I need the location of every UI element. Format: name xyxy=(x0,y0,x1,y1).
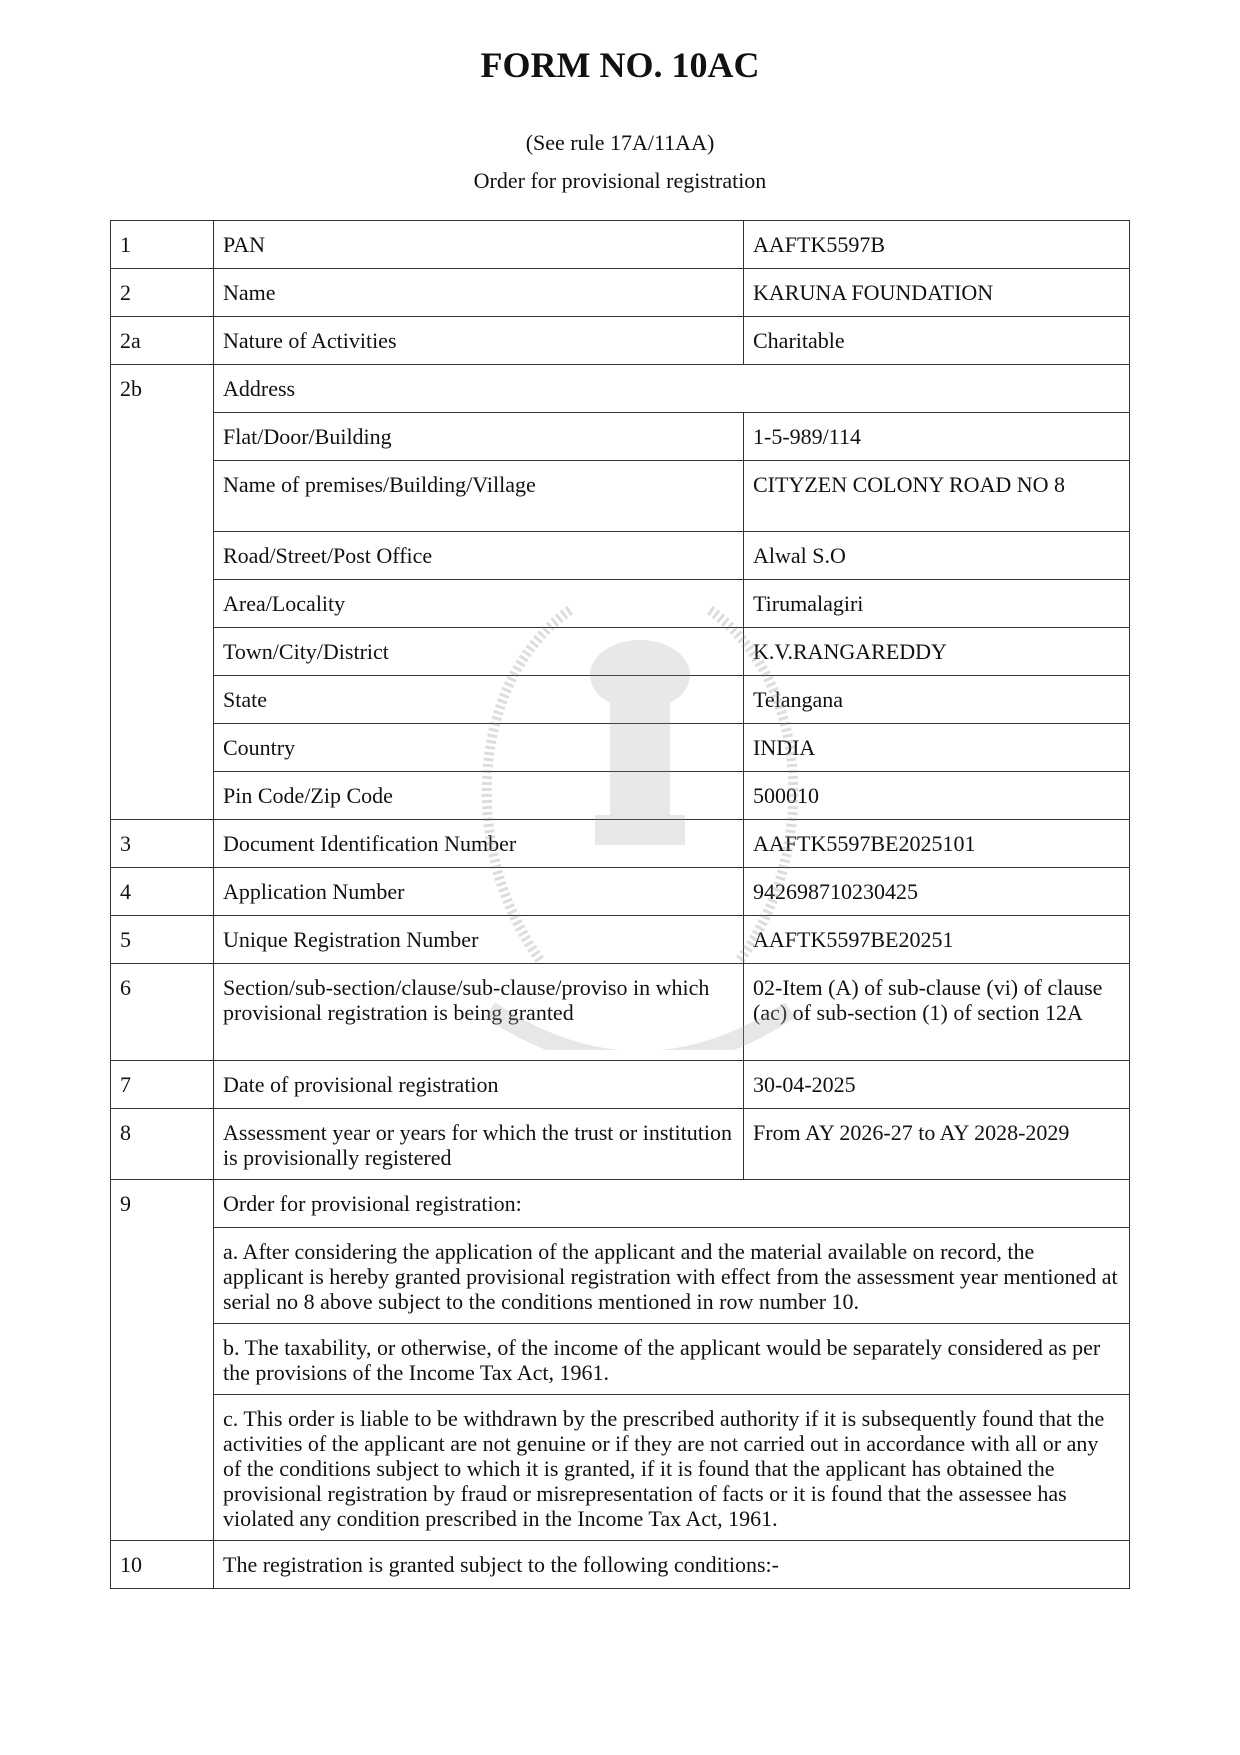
application-number-value: 942698710230425 xyxy=(744,868,1130,916)
table-row-area-locality xyxy=(111,580,1130,628)
pan-value: AAFTK5597B xyxy=(744,221,1130,269)
serial-number: 1 xyxy=(111,221,214,269)
table-row-unique-registration-number xyxy=(111,916,1130,964)
table-row-road-street xyxy=(111,532,1130,580)
table-row-pin-code xyxy=(111,772,1130,820)
field-label: Country xyxy=(214,724,744,772)
document-identification-number-value: AAFTK5597BE2025101 xyxy=(744,820,1130,868)
serial-number: 2b xyxy=(111,365,214,820)
area-locality-value: Tirumalagiri xyxy=(744,580,1130,628)
form-title: FORM NO. 10AC xyxy=(480,45,760,85)
serial-number: 8 xyxy=(111,1109,214,1180)
flat-door-building-value: 1-5-989/114 xyxy=(744,413,1130,461)
field-label: Nature of Activities xyxy=(214,317,744,365)
order-clause-a: a. After considering the application of the applicant and the material available on record, the applicant is hereby granted provisional registration with effect from the assessment year mentioned at serial no 8 above subject to the conditions mentioned in row number 10. xyxy=(214,1228,1130,1324)
address-heading: Address xyxy=(214,365,1130,413)
country-value: INDIA xyxy=(744,724,1130,772)
pin-code-value: 500010 xyxy=(744,772,1130,820)
registration-details-table xyxy=(110,220,1130,1589)
serial-number: 4 xyxy=(111,868,214,916)
serial-number: 3 xyxy=(111,820,214,868)
rule-reference: (See rule 17A/11AA) xyxy=(525,130,715,155)
serial-number: 5 xyxy=(111,916,214,964)
field-label: State xyxy=(214,676,744,724)
premises-value: CITYZEN COLONY ROAD NO 8 xyxy=(744,461,1130,532)
field-label: Area/Locality xyxy=(214,580,744,628)
table-row-name xyxy=(111,269,1130,317)
table-row-date-of-registration xyxy=(111,1061,1130,1109)
field-label: Name of premises/Building/Village xyxy=(214,461,744,532)
road-street-value: Alwal S.O xyxy=(744,532,1130,580)
serial-number: 10 xyxy=(111,1541,214,1589)
table-row-order-clause-b xyxy=(111,1324,1130,1395)
table-row-address-header xyxy=(111,365,1130,413)
field-label: Pin Code/Zip Code xyxy=(214,772,744,820)
table-row-assessment-years xyxy=(111,1109,1130,1180)
name-value: KARUNA FOUNDATION xyxy=(744,269,1130,317)
serial-number: 6 xyxy=(111,964,214,1061)
field-label: Date of provisional registration xyxy=(214,1061,744,1109)
table-row-premises xyxy=(111,461,1130,532)
field-label: Town/City/District xyxy=(214,628,744,676)
table-row-town-city-district xyxy=(111,628,1130,676)
town-city-district-value: K.V.RANGAREDDY xyxy=(744,628,1130,676)
serial-number: 2a xyxy=(111,317,214,365)
serial-number: 9 xyxy=(111,1180,214,1541)
field-label: Document Identification Number xyxy=(214,820,744,868)
order-clause-b: b. The taxability, or otherwise, of the income of the applicant would be separately considered as per the provisions of the Income Tax Act, 1961. xyxy=(214,1324,1130,1395)
assessment-years-value: From AY 2026-27 to AY 2028-2029 xyxy=(744,1109,1130,1180)
section-value: 02-Item (A) of sub-clause (vi) of clause (ac) of sub-section (1) of section 12A xyxy=(744,964,1130,1061)
date-of-registration-value: 30-04-2025 xyxy=(744,1061,1130,1109)
form-subtitle: Order for provisional registration xyxy=(473,168,767,193)
field-label: Flat/Door/Building xyxy=(214,413,744,461)
order-heading: Order for provisional registration: xyxy=(214,1180,1130,1228)
field-label: Road/Street/Post Office xyxy=(214,532,744,580)
table-row-nature-of-activities xyxy=(111,317,1130,365)
unique-registration-number-value: AAFTK5597BE20251 xyxy=(744,916,1130,964)
field-label: Application Number xyxy=(214,868,744,916)
conditions-heading: The registration is granted subject to the following conditions:- xyxy=(214,1541,1130,1589)
table-row-order-heading xyxy=(111,1180,1130,1228)
table-row-country xyxy=(111,724,1130,772)
table-row-pan xyxy=(111,221,1130,269)
table-row-state xyxy=(111,676,1130,724)
serial-number: 7 xyxy=(111,1061,214,1109)
field-label: Name xyxy=(214,269,744,317)
table-row-conditions xyxy=(111,1541,1130,1589)
serial-number: 2 xyxy=(111,269,214,317)
order-clause-c: c. This order is liable to be withdrawn by the prescribed authority if it is subsequently found that the activities of the applicant are not genuine or if they are not carried out in accordance with all or any of the conditions subject to which it is granted, if it is found that the applicant has obtained the provisional registration by fraud or misrepresentation of facts or it is found that the assessee has violated any condition prescribed in the Income Tax Act, 1961. xyxy=(214,1395,1130,1541)
table-row-order-clause-a xyxy=(111,1228,1130,1324)
nature-of-activities-value: Charitable xyxy=(744,317,1130,365)
table-row-flat-door-building xyxy=(111,413,1130,461)
field-label: Assessment year or years for which the trust or institution is provisionally registered xyxy=(214,1109,744,1180)
table-row-document-identification-number xyxy=(111,820,1130,868)
field-label: Section/sub-section/clause/sub-clause/proviso in which provisional registration is being granted xyxy=(214,964,744,1061)
field-label: PAN xyxy=(214,221,744,269)
table-row-section xyxy=(111,964,1130,1061)
field-label: Unique Registration Number xyxy=(214,916,744,964)
table-row-order-clause-c xyxy=(111,1395,1130,1541)
table-row-application-number xyxy=(111,868,1130,916)
state-value: Telangana xyxy=(744,676,1130,724)
